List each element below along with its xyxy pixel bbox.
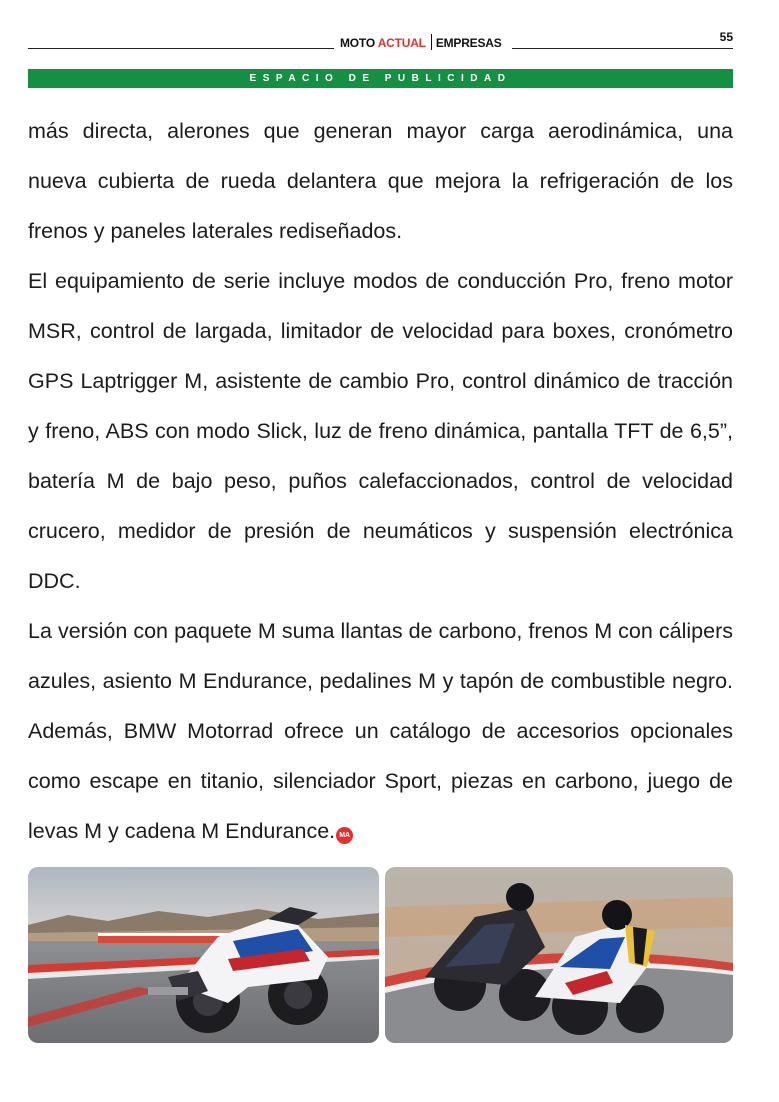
page-header bbox=[28, 26, 733, 52]
article-paragraph bbox=[28, 606, 733, 856]
article-paragraph-text: La versión con paquete M suma llantas de carbono, frenos M con cálipers azules, asiento M Endurance, pedalines M y tapón de combustible negro. Además, BMW Motorrad ofrece un catálogo de accesorios opcionales como escape en titanio, silenciador Sport, piezas en carbono, juego de levas M y cadena M Endurance. bbox=[28, 619, 733, 843]
motorcycles-on-track-photo bbox=[385, 867, 733, 1043]
motorcycle-parked-photo bbox=[28, 867, 379, 1043]
section-name: EMPRESAS bbox=[435, 36, 502, 50]
brand-actual: ACTUAL bbox=[377, 36, 426, 50]
article-paragraph: más directa, alerones que generan mayor carga aerodinámica, una nueva cubierta de rueda delantera que mejora la refrigeración de los frenos y paneles laterales rediseñados. bbox=[28, 119, 733, 243]
page-number: 55 bbox=[719, 30, 733, 44]
header-rule-left bbox=[28, 48, 334, 49]
article-body bbox=[28, 106, 733, 856]
advertising-banner: ESPACIO DE PUBLICIDAD bbox=[28, 69, 733, 88]
brand-separator bbox=[431, 34, 432, 50]
magazine-brand bbox=[340, 34, 502, 50]
ma-end-badge-icon: MA bbox=[336, 827, 353, 844]
brand-moto: MOTO bbox=[340, 36, 375, 50]
header-rule-right bbox=[512, 48, 733, 49]
article-paragraph: El equipamiento de serie incluye modos de conducción Pro, freno motor MSR, control de largada, limitador de velocidad para boxes, cronómetro GPS Laptrigger M, asistente de cambio Pro, control dinámico de tracción y freno, ABS con modo Slick, luz de freno dinámica, pantalla TFT de 6,5”, batería M de bajo peso, puños calefaccionados, control de velocidad crucero, medidor de presión de neumáticos y suspensión electrónica DDC. bbox=[28, 269, 733, 593]
